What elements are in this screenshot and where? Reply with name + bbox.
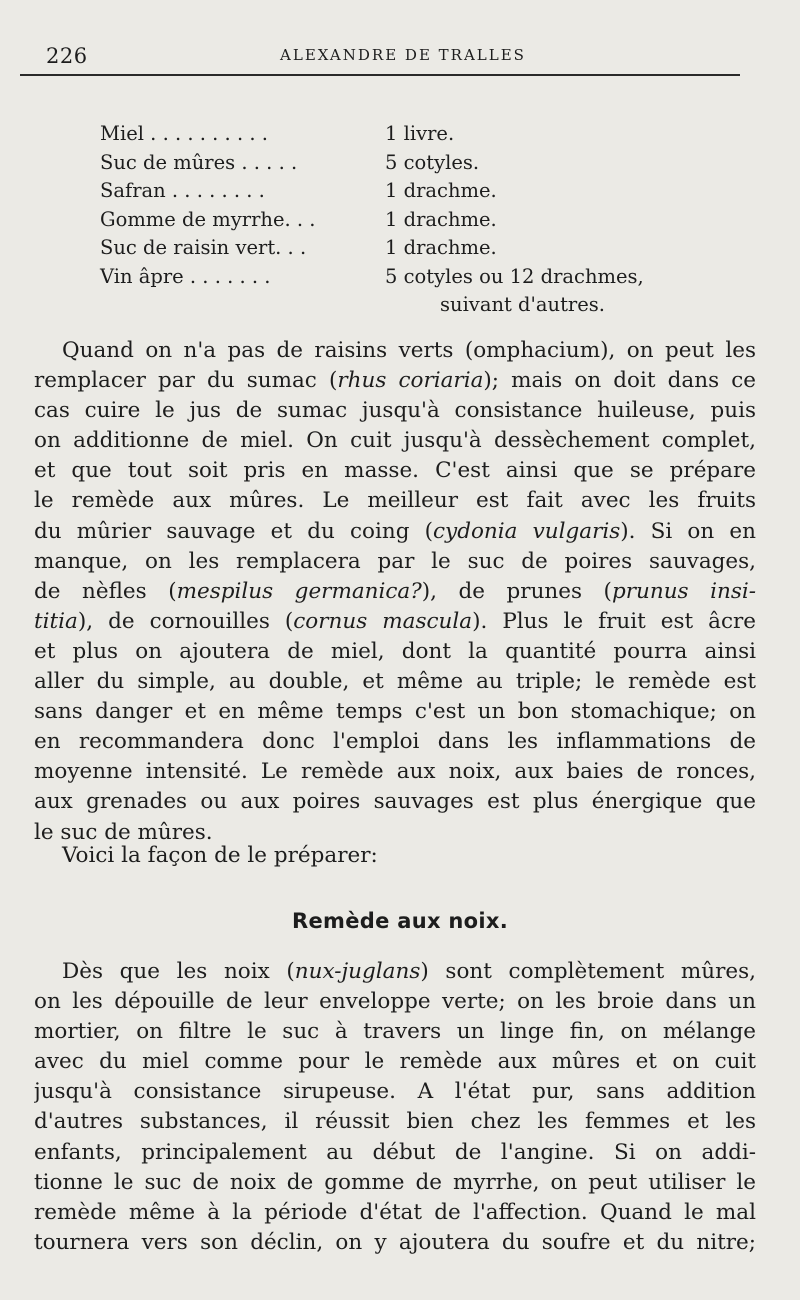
text-line: Quand on n'a pas de raisins verts (omphacium), on peut les bbox=[62, 338, 756, 363]
text-line: et que tout soit pris en masse. C'est ainsi que se prépare bbox=[34, 458, 756, 484]
paragraph-walnut-remedy bbox=[34, 957, 756, 1258]
ingredient-name: Suc de mûres . . . . . bbox=[100, 150, 298, 174]
ingredient-quantity: 5 cotyles. bbox=[385, 150, 480, 174]
text-line: du mûrier sauvage et du coing (cydonia vulgaris). Si on en bbox=[34, 518, 756, 544]
text-line: le suc de mûres. bbox=[34, 819, 213, 845]
ingredient-quantity: 1 drachme. bbox=[385, 179, 497, 202]
running-head: ALEXANDRE DE TRALLES bbox=[280, 46, 526, 64]
recipe-row bbox=[100, 291, 700, 320]
text-line: remplacer par du sumac (rhus coriaria); mais on doit dans ce bbox=[34, 368, 756, 394]
text-line: on les dépouille de leur enveloppe verte; on les broie dans un bbox=[34, 989, 756, 1015]
paragraph-preparation-intro bbox=[34, 841, 756, 871]
latin-name: cornus mascula bbox=[293, 608, 473, 634]
ingredient-name: Safran . . . . . . . . bbox=[100, 179, 265, 202]
recipe-row bbox=[100, 177, 700, 206]
recipe-row bbox=[100, 263, 700, 292]
text-line: enfants, principalement au début de l'angine. Si on addi- bbox=[34, 1139, 756, 1165]
text-line: moyenne intensité. Le remède aux noix, aux baies de ronces, bbox=[34, 759, 756, 785]
latin-name: mespilus germanica? bbox=[176, 578, 422, 604]
recipe-continuation: suivant d'autres. bbox=[440, 293, 605, 316]
text-line: aux grenades ou aux poires sauvages est plus énergique que bbox=[34, 789, 756, 815]
text-line: aller du simple, au double, et même au triple; le remède est bbox=[34, 669, 756, 695]
latin-name: cydonia vulgaris bbox=[433, 518, 621, 544]
ingredient-name: Gomme de myrrhe. . . bbox=[100, 207, 316, 231]
text-line: manque, on les remplacera par le suc de poires sauvages, bbox=[34, 548, 756, 574]
recipe-row bbox=[100, 120, 700, 149]
ingredient-quantity: 5 cotyles ou 12 drachmes, bbox=[385, 264, 644, 288]
text-line: Dès que les noix (nux-juglans) sont complètement mûres, bbox=[62, 959, 756, 984]
text-line: tournera vers son déclin, on y ajoutera du soufre et du nitre; bbox=[34, 1229, 756, 1255]
text-line: remède même à la période d'état de l'affection. Quand le mal bbox=[34, 1199, 756, 1225]
page-number: 226 bbox=[46, 44, 88, 68]
recipe-row bbox=[100, 149, 700, 178]
latin-name: titia bbox=[34, 608, 78, 634]
ingredient-name: Miel . . . . . . . . . . bbox=[100, 122, 268, 145]
recipe-row bbox=[100, 234, 700, 263]
text-line: avec du miel comme pour le remède aux mûres et on cuit bbox=[34, 1049, 756, 1075]
recipe-row bbox=[100, 206, 700, 235]
text-line: Voici la façon de le préparer: bbox=[62, 843, 378, 868]
recipe-list bbox=[100, 120, 700, 320]
ingredient-name: Suc de raisin vert. . . bbox=[100, 236, 307, 259]
ingredient-quantity: 1 drachme. bbox=[385, 236, 497, 259]
latin-name: prunus insi- bbox=[611, 578, 756, 604]
ingredient-quantity: 1 livre. bbox=[385, 122, 455, 145]
latin-name: nux-juglans bbox=[294, 959, 421, 984]
text-line: le remède aux mûres. Le meilleur est fait avec les fruits bbox=[34, 488, 756, 514]
ingredient-quantity: 1 drachme. bbox=[385, 207, 497, 231]
text-line: et plus on ajoutera de miel, dont la quantité pourra ainsi bbox=[34, 638, 756, 664]
text-line: jusqu'à consistance sirupeuse. A l'état pur, sans addition bbox=[34, 1079, 756, 1105]
text-line: on additionne de miel. On cuit jusqu'à dessèchement complet, bbox=[34, 428, 756, 454]
text-line: sans danger et en même temps c'est un bon stomachique; on bbox=[34, 699, 756, 725]
page-header bbox=[46, 38, 740, 78]
latin-name: rhus coriaria bbox=[337, 368, 484, 394]
paragraph-sumac bbox=[34, 336, 756, 848]
text-line: de nèfles (mespilus germanica?), de prunes (prunus insi- bbox=[34, 578, 756, 604]
text-line: mortier, on filtre le suc à travers un linge fin, on mélange bbox=[34, 1019, 756, 1045]
text-line: cas cuire le jus de sumac jusqu'à consistance huileuse, puis bbox=[34, 398, 756, 424]
section-title: Remède aux noix. bbox=[292, 909, 508, 933]
ingredient-name: Vin âpre . . . . . . . bbox=[100, 264, 271, 288]
text-line: d'autres substances, il réussit bien chez les femmes et les bbox=[34, 1109, 756, 1135]
text-line: titia), de cornouilles (cornus mascula). Plus le fruit est âcre bbox=[34, 608, 756, 634]
header-rule bbox=[20, 74, 740, 76]
text-line: en recommandera donc l'emploi dans les inflammations de bbox=[34, 729, 756, 755]
text-line: tionne le suc de noix de gomme de myrrhe, on peut utiliser le bbox=[34, 1169, 756, 1195]
